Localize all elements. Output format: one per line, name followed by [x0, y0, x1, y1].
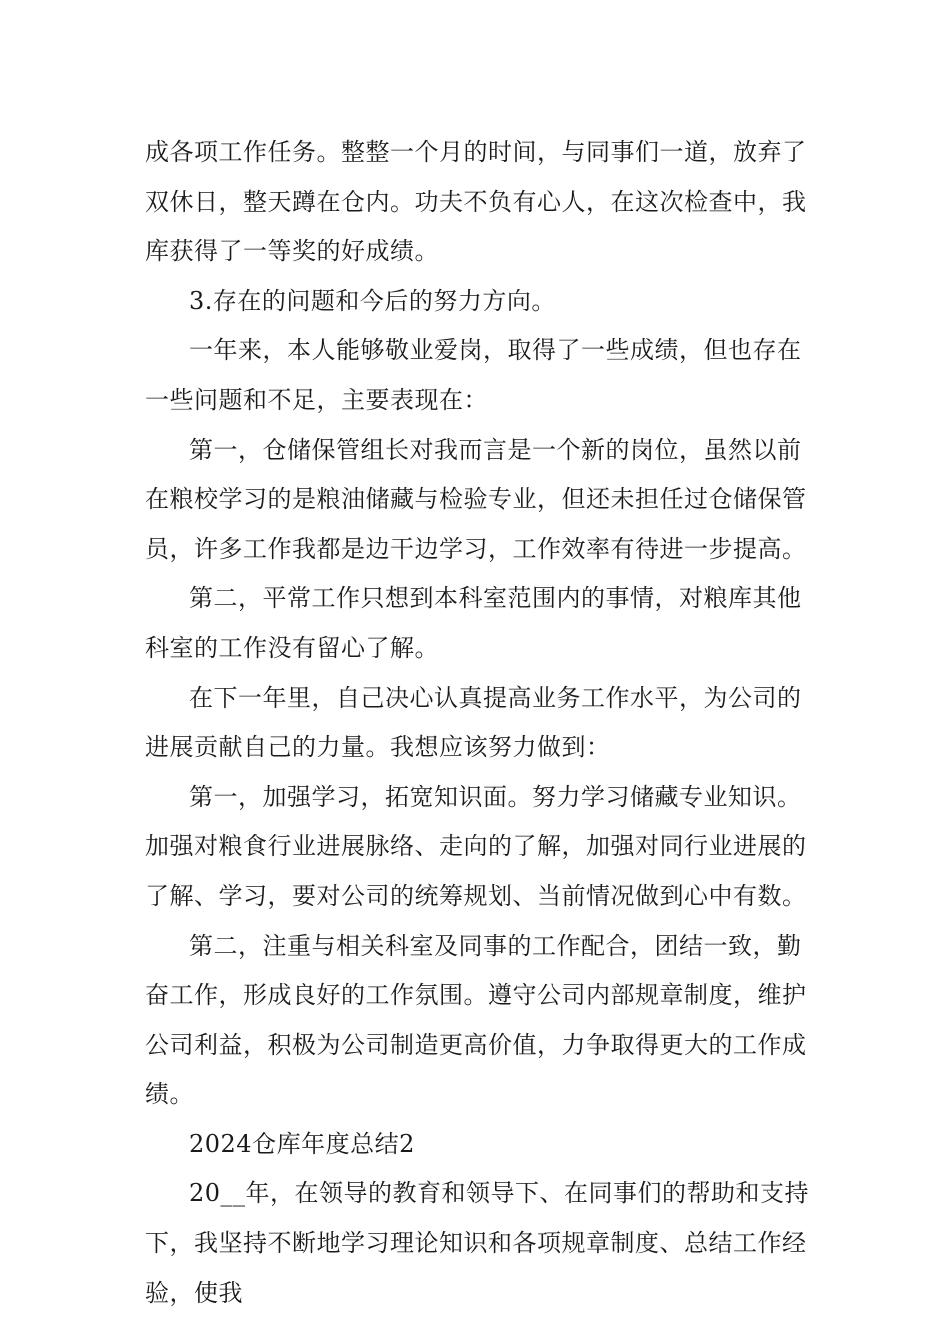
paragraph-3: 一年来，本人能够敬业爱岗，取得了一些成绩，但也存在一些问题和不足，主要表现在：: [145, 336, 802, 414]
paragraph-6: 在下一年里，自己决心认真提高业务工作水平，为公司的进展贡献自己的力量。我想应该努力做到：: [145, 683, 802, 762]
document-body: [145, 128, 825, 1318]
paragraph-5: 第二，平常工作只想到本科室范围内的事情，对粮库其他科室的工作没有留心了解。: [145, 584, 802, 662]
paragraph-2: 3.存在的问题和今后的努力方向。: [189, 286, 556, 315]
paragraph-1: 成各项工作任务。整整一个月的时间，与同事们一道，放弃了双休日，整天蹲在仓内。功夫不负有心人，在这次检查中，我库获得了一等奖的好成绩。: [145, 138, 807, 266]
paragraph-7: 第一，加强学习，拓宽知识面。努力学习储藏专业知识。加强对粮食行业进展脉络、走向的了解，加强对同行业进展的了解、学习，要对公司的统筹规划、当前情况做到心中有数。: [145, 782, 807, 910]
paragraph-8: 第二，注重与相关科室及同事的工作配合，团结一致，勤奋工作，形成良好的工作氛围。遵守公司内部规章制度，维护公司利益，积极为公司制造更高价值，力争取得更大的工作成绩。: [145, 931, 807, 1109]
section-heading: 2024仓库年度总结2: [189, 1129, 415, 1158]
paragraph-4: 第一，仓储保管组长对我而言是一个新的岗位，虽然以前在粮校学习的是粮油储藏与检验专业，但还未担任过仓储保管员，许多工作我都是边干边学习，工作效率有待进一步提高。: [145, 435, 807, 563]
paragraph-9: 20__年，在领导的教育和领导下、在同事们的帮助和支持下，我坚持不断地学习理论知识和各项规章制度、总结工作经验，使我: [145, 1179, 810, 1307]
